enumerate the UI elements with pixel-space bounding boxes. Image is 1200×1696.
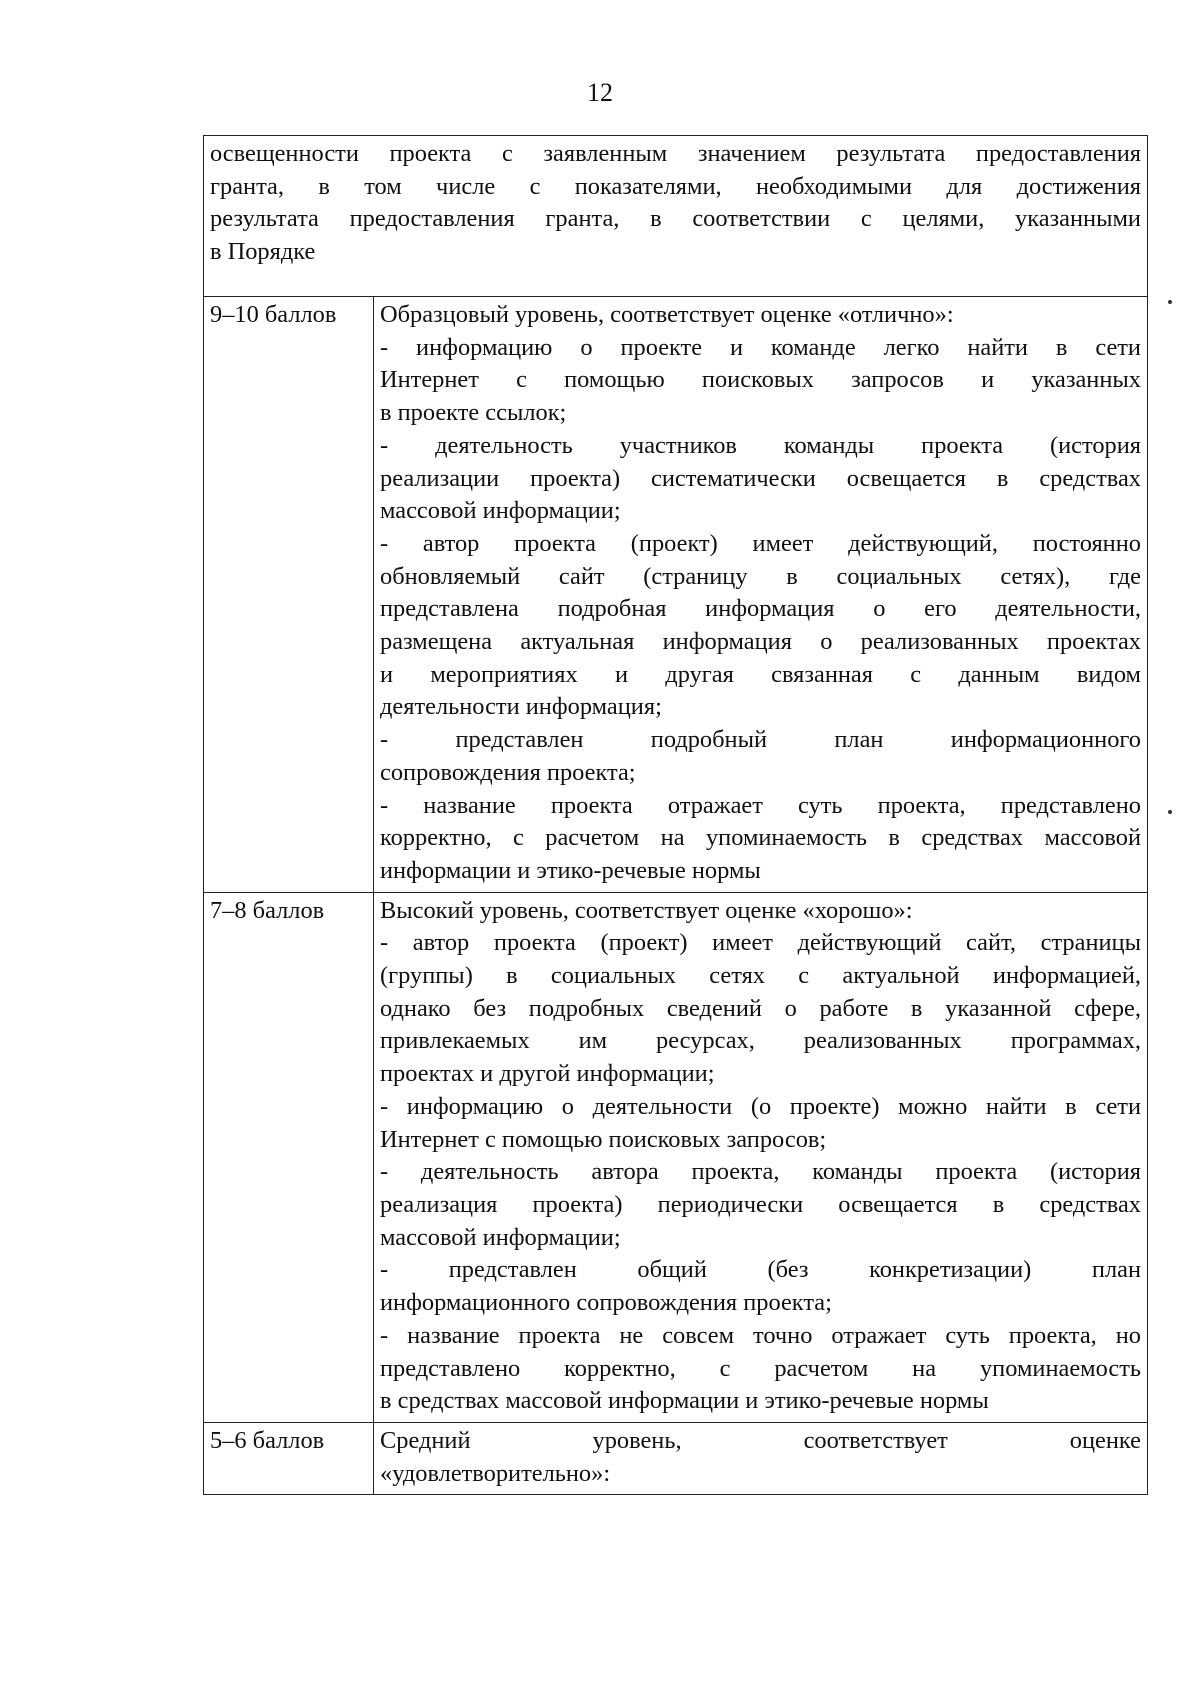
text-line: массовой информации;: [380, 497, 621, 525]
text-line: Высокий уровень, соответствует оценке «хорошо»:: [380, 896, 913, 924]
score-cell: 5–6 баллов: [204, 1422, 374, 1494]
text-line: корректно, с расчетом на упоминаемость в средствах массовой: [380, 824, 1141, 852]
text-line: и мероприятиях и другая связанная с данным видом: [380, 660, 1141, 688]
continuation-row: [204, 136, 1148, 297]
description-cell: [374, 297, 1148, 893]
text-line: освещенности проекта с заявленным значением результата предоставления: [210, 140, 1141, 167]
text-line: гранта, в том числе с показателями, необходимыми для достижения: [210, 172, 1141, 200]
text-line: представлено корректно, с расчетом на упоминаемость: [380, 1354, 1141, 1382]
text-line: - информацию о проекте и команде легко найти в сети: [380, 333, 1141, 361]
text-line: сопровождения проекта;: [380, 758, 636, 786]
text-line: привлекаемых им ресурсах, реализованных программах,: [380, 1027, 1141, 1055]
text-line: реализация проекта) периодически освещается в средствах: [380, 1190, 1141, 1218]
score-cell: 7–8 баллов: [204, 892, 374, 1422]
text-line: в Порядке: [210, 238, 316, 266]
text-line: - название проекта отражает суть проекта, представлено: [380, 791, 1141, 819]
text-line: - автор проекта (проект) имеет действующий сайт, страницы: [380, 929, 1141, 957]
continuation-cell: [204, 136, 1148, 297]
scan-speck: [1168, 810, 1172, 814]
text-line: - автор проекта (проект) имеет действующий, постоянно: [380, 529, 1141, 557]
text-line: Образцовый уровень, соответствует оценке «отлично»:: [380, 301, 954, 328]
text-line: представлена подробная информация о его деятельности,: [380, 595, 1141, 623]
text-line: информации и этико-речевые нормы: [380, 856, 761, 884]
text-line: однако без подробных сведений о работе в указанной сфере,: [380, 994, 1141, 1022]
scan-speck: [1168, 300, 1172, 304]
text-line: результата предоставления гранта, в соответствии с целями, указанными: [210, 205, 1141, 233]
text-line: - информацию о деятельности (о проекте) можно найти в сети: [380, 1092, 1141, 1120]
text-line: реализации проекта) систематически освещается в средствах: [380, 464, 1141, 492]
description-cell: [374, 892, 1148, 1422]
text-line: проектах и другой информации;: [380, 1060, 715, 1088]
text-line: Интернет с помощью поисковых запросов;: [380, 1125, 827, 1153]
text-line: обновляемый сайт (страницу в социальных сетях), где: [380, 562, 1141, 590]
score-cell: 9–10 баллов: [204, 297, 374, 893]
page-number: 12: [587, 78, 613, 107]
table-row: [204, 892, 1148, 1422]
text-line: (группы) в социальных сетях с актуальной информацией,: [380, 962, 1141, 990]
text-line: размещена актуальная информация о реализованных проектах: [380, 628, 1141, 656]
table-row: [204, 1422, 1148, 1494]
text-line: - представлен общий (без конкретизации) план: [380, 1256, 1141, 1284]
text-line: - деятельность участников команды проекта (история: [380, 431, 1141, 459]
text-line: Интернет с помощью поисковых запросов и указанных: [380, 366, 1141, 394]
criteria-table: [203, 135, 1148, 1495]
text-line: - деятельность автора проекта, команды проекта (история: [380, 1158, 1141, 1186]
text-line: информационного сопровождения проекта;: [380, 1289, 832, 1317]
description-cell: [374, 1422, 1148, 1494]
text-line: в средствах массовой информации и этико-речевые нормы: [380, 1387, 989, 1415]
table-row: [204, 297, 1148, 893]
text-line: в проекте ссылок;: [380, 399, 567, 427]
text-line: Средний уровень, соответствует оценке: [380, 1426, 1141, 1454]
text-line: деятельности информация;: [380, 693, 662, 721]
text-line: - представлен подробный план информационного: [380, 726, 1141, 754]
text-line: «удовлетворительно»:: [380, 1459, 611, 1487]
text-line: - название проекта не совсем точно отражает суть проекта, но: [380, 1321, 1141, 1349]
text-line: массовой информации;: [380, 1223, 621, 1251]
